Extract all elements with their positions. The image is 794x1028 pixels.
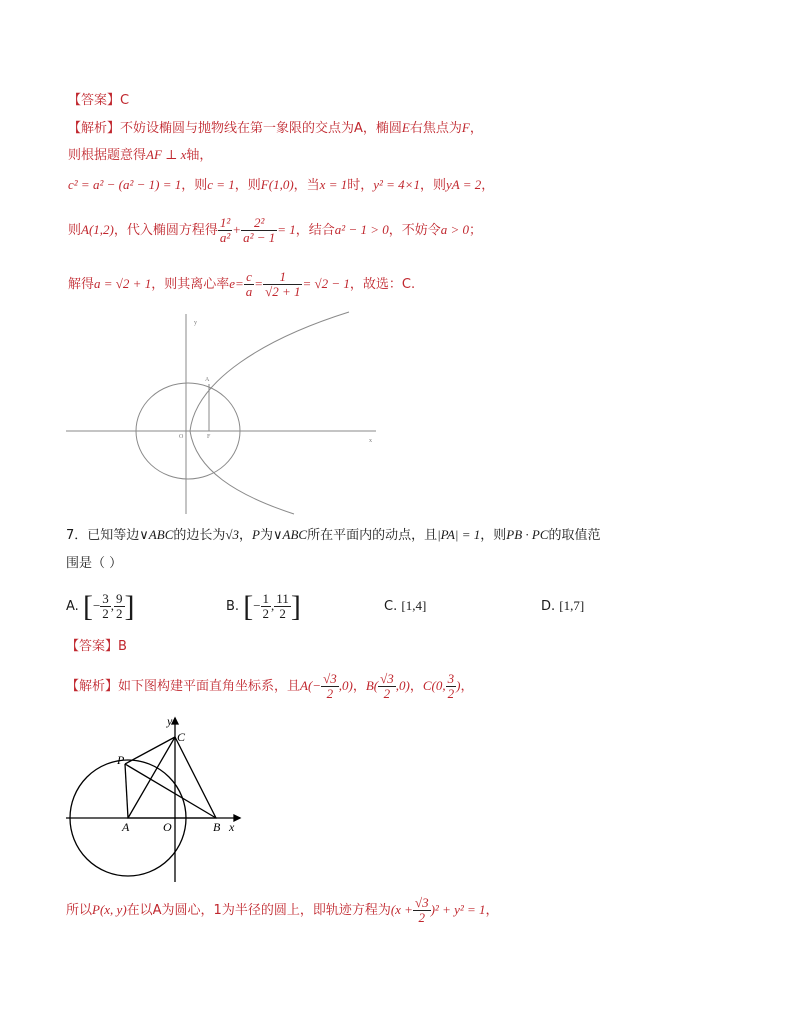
label-y: y: [194, 320, 197, 326]
fraction: [244, 270, 255, 299]
question-text: 已知等边: [87, 528, 140, 543]
question-number: 7．: [66, 528, 88, 543]
fraction-denominator: 2: [274, 606, 291, 621]
fraction: [413, 896, 431, 925]
bracket-open: [: [82, 589, 93, 623]
conclusion-line: [66, 890, 499, 931]
analysis-line-5: [68, 264, 415, 305]
question-text: 围是（ ）: [66, 556, 123, 571]
bracket-close: ]: [290, 589, 301, 623]
fraction-denominator: 2: [116, 606, 123, 621]
fraction-denominator: 2: [447, 686, 455, 701]
math-eq: yA = 2: [445, 177, 482, 192]
option-value: [1,4]: [401, 598, 427, 613]
math-perpendicular: AF ⊥ x: [146, 147, 187, 162]
option-b: [226, 586, 301, 627]
segment-pa: [125, 764, 128, 818]
math-eq: F(1,0): [260, 177, 294, 192]
math-eq: c = 1: [207, 177, 235, 192]
math-eq: y² = 4×1: [373, 177, 420, 192]
fraction-denominator: 2: [262, 606, 270, 621]
fraction: [100, 592, 111, 621]
fraction-denominator: a² − 1: [243, 230, 276, 245]
fraction-numerator: √3: [380, 671, 394, 686]
fraction-numerator: 1: [262, 591, 270, 606]
option-value: [1,7]: [559, 598, 585, 613]
fraction: [218, 216, 232, 245]
comma: ,: [110, 598, 115, 613]
fraction: [378, 672, 396, 701]
option-label: C.: [384, 599, 398, 614]
option-label: D.: [541, 599, 556, 614]
math-eq: (x +: [390, 902, 413, 917]
math-dot-product: PB · PC: [506, 527, 549, 542]
question-text: 的边长为: [173, 528, 226, 543]
math-point: C(0,: [422, 678, 446, 693]
var-f: F: [461, 120, 470, 135]
option-label: A.: [66, 599, 79, 614]
question-7-line-2: [66, 555, 122, 573]
analysis-text: ，故选：C.: [349, 277, 416, 292]
math-op: =: [235, 276, 244, 291]
analysis-text: 右焦点为: [409, 121, 462, 136]
option-d: [541, 597, 584, 616]
fraction-numerator: 3: [102, 591, 109, 606]
label-f: F: [207, 434, 211, 440]
analysis-text: 在以A为圆心，1为半径的圆上，即轨迹方程为: [126, 903, 391, 918]
analysis-text: 不妨设椭圆与抛物线在第一象限的交点为A，椭圆: [120, 121, 402, 136]
label-c: C: [177, 730, 186, 744]
analysis-text: ，: [485, 903, 499, 918]
analysis-text: ，结合: [295, 223, 335, 238]
question-text: ，: [239, 528, 253, 543]
math-point: ,0): [338, 678, 353, 693]
math-op: +: [232, 222, 242, 237]
bracket-open: [: [243, 589, 254, 623]
var-e: E: [401, 120, 410, 135]
figure-ellipse-parabola: [66, 310, 386, 516]
fraction: [114, 592, 125, 621]
analysis-text: 解得: [68, 277, 95, 292]
fraction-denominator: 2: [378, 686, 396, 701]
answer-tag: 【答案】: [66, 639, 119, 654]
analysis-text: ，则: [234, 178, 261, 193]
math-op: −: [92, 598, 101, 613]
math-eq: = √2 − 1: [302, 276, 350, 291]
option-c: [384, 597, 426, 616]
label-y: y: [167, 714, 173, 728]
math-eq: )² + y² = 1: [430, 902, 486, 917]
fraction-numerator: 3: [447, 671, 455, 686]
answer-value: B: [118, 639, 127, 654]
math-op: =: [254, 276, 264, 291]
math-condition: |PA| = 1: [437, 527, 481, 542]
fraction-numerator: √3: [414, 895, 429, 910]
analysis-text: ，当: [293, 178, 320, 193]
analysis-text: 所以: [66, 903, 93, 918]
analysis-line-2: [68, 146, 212, 165]
bracket-close: ]: [124, 589, 135, 623]
fraction-denominator: a²: [219, 230, 231, 245]
fraction-numerator: 9: [116, 591, 123, 606]
label-a: A: [122, 820, 130, 834]
question-7-line-1: [66, 526, 601, 545]
fraction: [263, 270, 302, 299]
fraction-denominator: a: [245, 284, 253, 299]
analysis-text: ，: [352, 679, 366, 694]
question-text: 为: [260, 528, 274, 543]
analysis-line-4: [68, 210, 482, 251]
label-a: A: [205, 377, 210, 383]
math-eq: c² = a² − (a² − 1) = 1: [68, 177, 182, 192]
analysis-text: ，则: [181, 178, 208, 193]
math-eq: a² − 1 > 0: [334, 222, 389, 237]
label-o: O: [179, 434, 184, 440]
math-eq: x = 1: [319, 177, 348, 192]
label-o: O: [163, 820, 172, 834]
analysis-text: ，: [469, 121, 483, 136]
math-point-p: P(x, y): [92, 902, 127, 917]
label-x: x: [229, 820, 235, 834]
var-e: e: [229, 276, 235, 291]
parabola-curve: [190, 312, 349, 514]
fraction-numerator: √3: [323, 671, 337, 686]
fraction-denominator: 2: [102, 606, 109, 621]
label-p: P: [117, 753, 125, 767]
math-point-a: A(1,2): [81, 222, 114, 237]
question-text: 的取值范: [548, 528, 601, 543]
math-triangle: ∨ABC: [273, 527, 308, 542]
question-text: ，则: [480, 528, 507, 543]
triangle-abc: [128, 737, 216, 818]
answer-tag: 【答案】: [68, 93, 121, 108]
answer-line-2: [66, 638, 127, 656]
fraction-numerator: 1²: [219, 215, 231, 230]
y-axis-arrow: [172, 718, 178, 724]
math-eq: a = √2 + 1: [94, 276, 152, 291]
fraction-denominator: 2: [321, 686, 339, 701]
analysis-text: 时，: [347, 178, 374, 193]
answer-line-1: [68, 92, 129, 110]
option-a: [66, 586, 135, 627]
math-eq: a > 0: [440, 222, 470, 237]
fraction-denominator: √2 + 1: [265, 284, 301, 299]
analysis-text: ；: [469, 223, 483, 238]
math-eq: = 1: [277, 222, 296, 237]
fraction-numerator: 2²: [253, 215, 265, 230]
analysis-text: 轴，: [186, 148, 213, 163]
analysis-text: 如下图构建平面直角坐标系，且: [118, 679, 301, 694]
fraction: [274, 592, 291, 621]
analysis-text: 则: [68, 223, 82, 238]
comma: ,: [271, 598, 275, 613]
fraction-numerator: 11: [276, 591, 289, 606]
math-point: B(: [365, 678, 379, 693]
fraction: [446, 672, 457, 701]
analysis-tag: 【解析】: [68, 121, 121, 136]
analysis-text: ，则: [419, 178, 446, 193]
figure-triangle-circle: [66, 712, 256, 888]
math-point: A(−: [300, 678, 322, 693]
analysis-text: ，: [460, 679, 474, 694]
analysis-text: ，代入椭圆方程得: [113, 223, 218, 238]
fraction-numerator: c: [246, 269, 252, 284]
fraction-denominator: 2: [413, 910, 431, 925]
math-triangle: ∨ABC: [139, 527, 174, 542]
fraction: [241, 216, 277, 245]
x-axis-arrow: [234, 815, 240, 821]
fraction-numerator: 1: [279, 269, 287, 284]
analysis-line-1: [68, 119, 483, 138]
analysis-text: ，: [409, 679, 423, 694]
analysis-tag: 【解析】: [66, 679, 119, 694]
analysis-line-3: [68, 176, 494, 195]
fraction: [321, 672, 339, 701]
question-text: 所在平面内的动点，且: [307, 528, 438, 543]
analysis-text: 则根据题意得: [68, 148, 147, 163]
answer-value: C: [120, 93, 130, 108]
math-point: ,0): [395, 678, 410, 693]
option-label: B.: [226, 599, 240, 614]
analysis-2-line-1: [66, 666, 473, 707]
var-p: P: [252, 527, 260, 542]
math-side: √3: [225, 527, 240, 542]
math-point: ): [456, 678, 461, 693]
fraction: [261, 591, 275, 621]
analysis-text: ，则其离心率: [151, 277, 230, 292]
analysis-text: ，: [481, 178, 495, 193]
label-b: B: [213, 820, 221, 834]
analysis-text: ，不妨令: [388, 223, 441, 238]
math-op: −: [253, 598, 261, 613]
label-x: x: [369, 438, 372, 444]
